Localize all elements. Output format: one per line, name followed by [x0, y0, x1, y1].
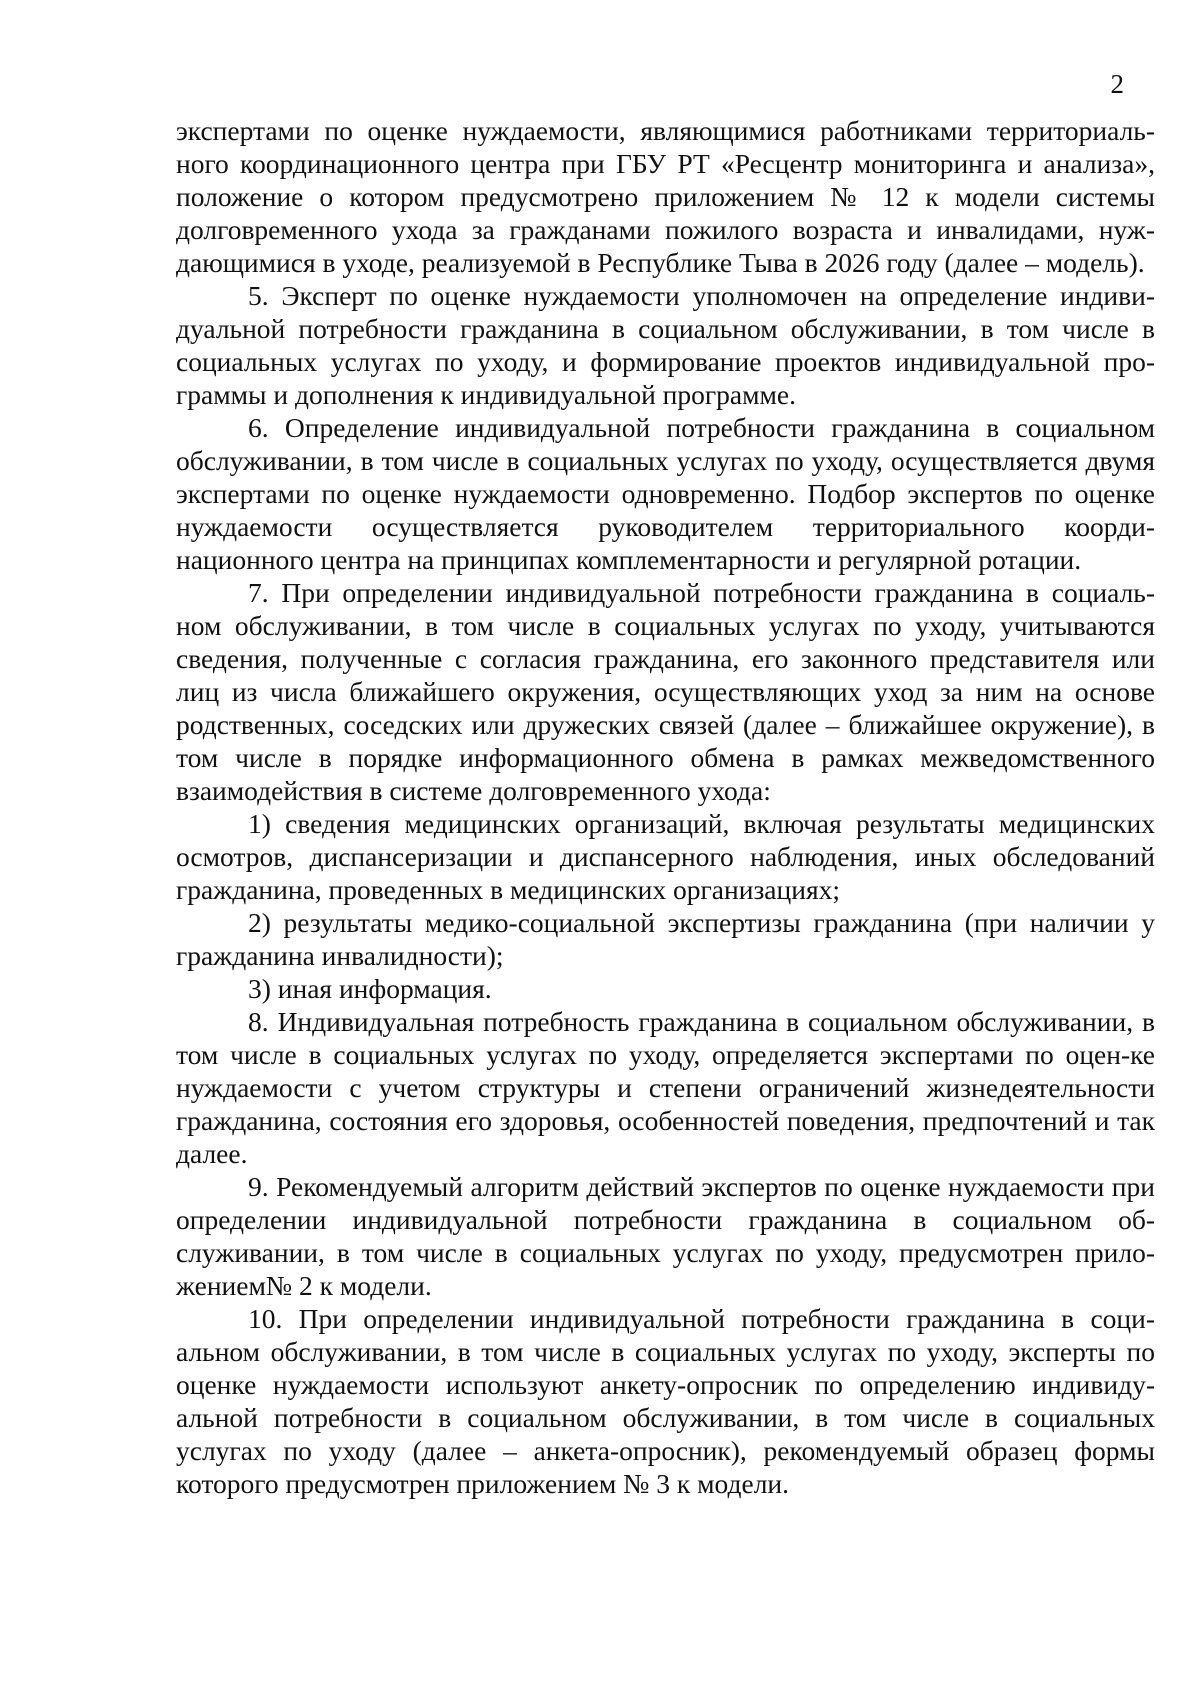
paragraph-7-item-3: 3) иная информация. [248, 973, 492, 1004]
document-body [176, 114, 1155, 1500]
paragraph-5: 5. Эксперт по оценке нуждаемости уполномочен на определение индиви-дуальной потребности гражданина в социальном обслуживании, в том числе в социальных услугах по уходу, и формирование проектов индивидуальной про-граммы и дополнения к индивидуальной программе. [176, 280, 1155, 410]
paragraph-7-item-2: 2) результаты медико-социальной экспертизы гражданина (при наличии у гражданина инвалидности); [176, 907, 1155, 971]
paragraph-continuation: экспертами по оценке нуждаемости, являющимися работниками территориаль-ного координационного центра при ГБУ РТ «Ресцентр мониторинга и анализа», положение о котором предусмотрено приложением № 12 к модели системы долговременного ухода за гражданами пожилого возраста и инвалидами, нуж-дающимися в уходе, реализуемой в Республике Тыва в 2026 году (далее – модель). [176, 115, 1155, 278]
paragraph-8: 8. Индивидуальная потребность гражданина в социальном обслуживании, в том числе в социальных услугах по уходу, определяется экспертами по оцен-ке нуждаемости с учетом структуры и степени ограничений жизнедеятельности гражданина, состояния его здоровья, особенностей поведения, предпочтений и так далее. [176, 1006, 1155, 1169]
paragraph-6: 6. Определение индивидуальной потребности гражданина в социальном обслуживании, в том числе в социальных услугах по уходу, осуществляется двумя экспертами по оценке нуждаемости одновременно. Подбор экспертов по оценке нуждаемости осуществляется руководителем территориального коорди-национного центра на принципах комплементарности и регулярной ротации. [176, 412, 1155, 575]
paragraph-10: 10. При определении индивидуальной потребности гражданина в соци-альном обслуживании, в том числе в социальных услугах по уходу, эксперты по оценке нуждаемости используют анкету-опросник по определению индивиду-альной потребности в социальном обслуживании, в том числе в социальных услугах по уходу (далее – анкета-опросник), рекомендуемый образец формы которого предусмотрен приложением № 3 к модели. [176, 1303, 1155, 1499]
paragraph-7-item-1: 1) сведения медицинских организаций, включая результаты медицинских осмотров, диспансеризации и диспансерного наблюдения, иных обследований гражданина, проведенных в медицинских организациях; [176, 808, 1155, 905]
paragraph-7: 7. При определении индивидуальной потребности гражданина в социаль-ном обслуживании, в том числе в социальных услугах по уходу, учитываются сведения, полученные с согласия гражданина, его законного представителя или лиц из числа ближайшего окружения, осуществляющих уход за ним на основе родственных, соседских или дружеских связей (далее – ближайшее окружение), в том числе в порядке информационного обмена в рамках межведомственного взаимодействия в системе долговременного ухода: [176, 577, 1155, 806]
paragraph-9: 9. Рекомендуемый алгоритм действий экспертов по оценке нуждаемости при определении индивидуальной потребности гражданина в социальном об-служивании, в том числе в социальных услугах по уходу, предусмотрен прило-жением№ 2 к модели. [176, 1171, 1155, 1301]
page-number: 2 [1110, 69, 1124, 99]
